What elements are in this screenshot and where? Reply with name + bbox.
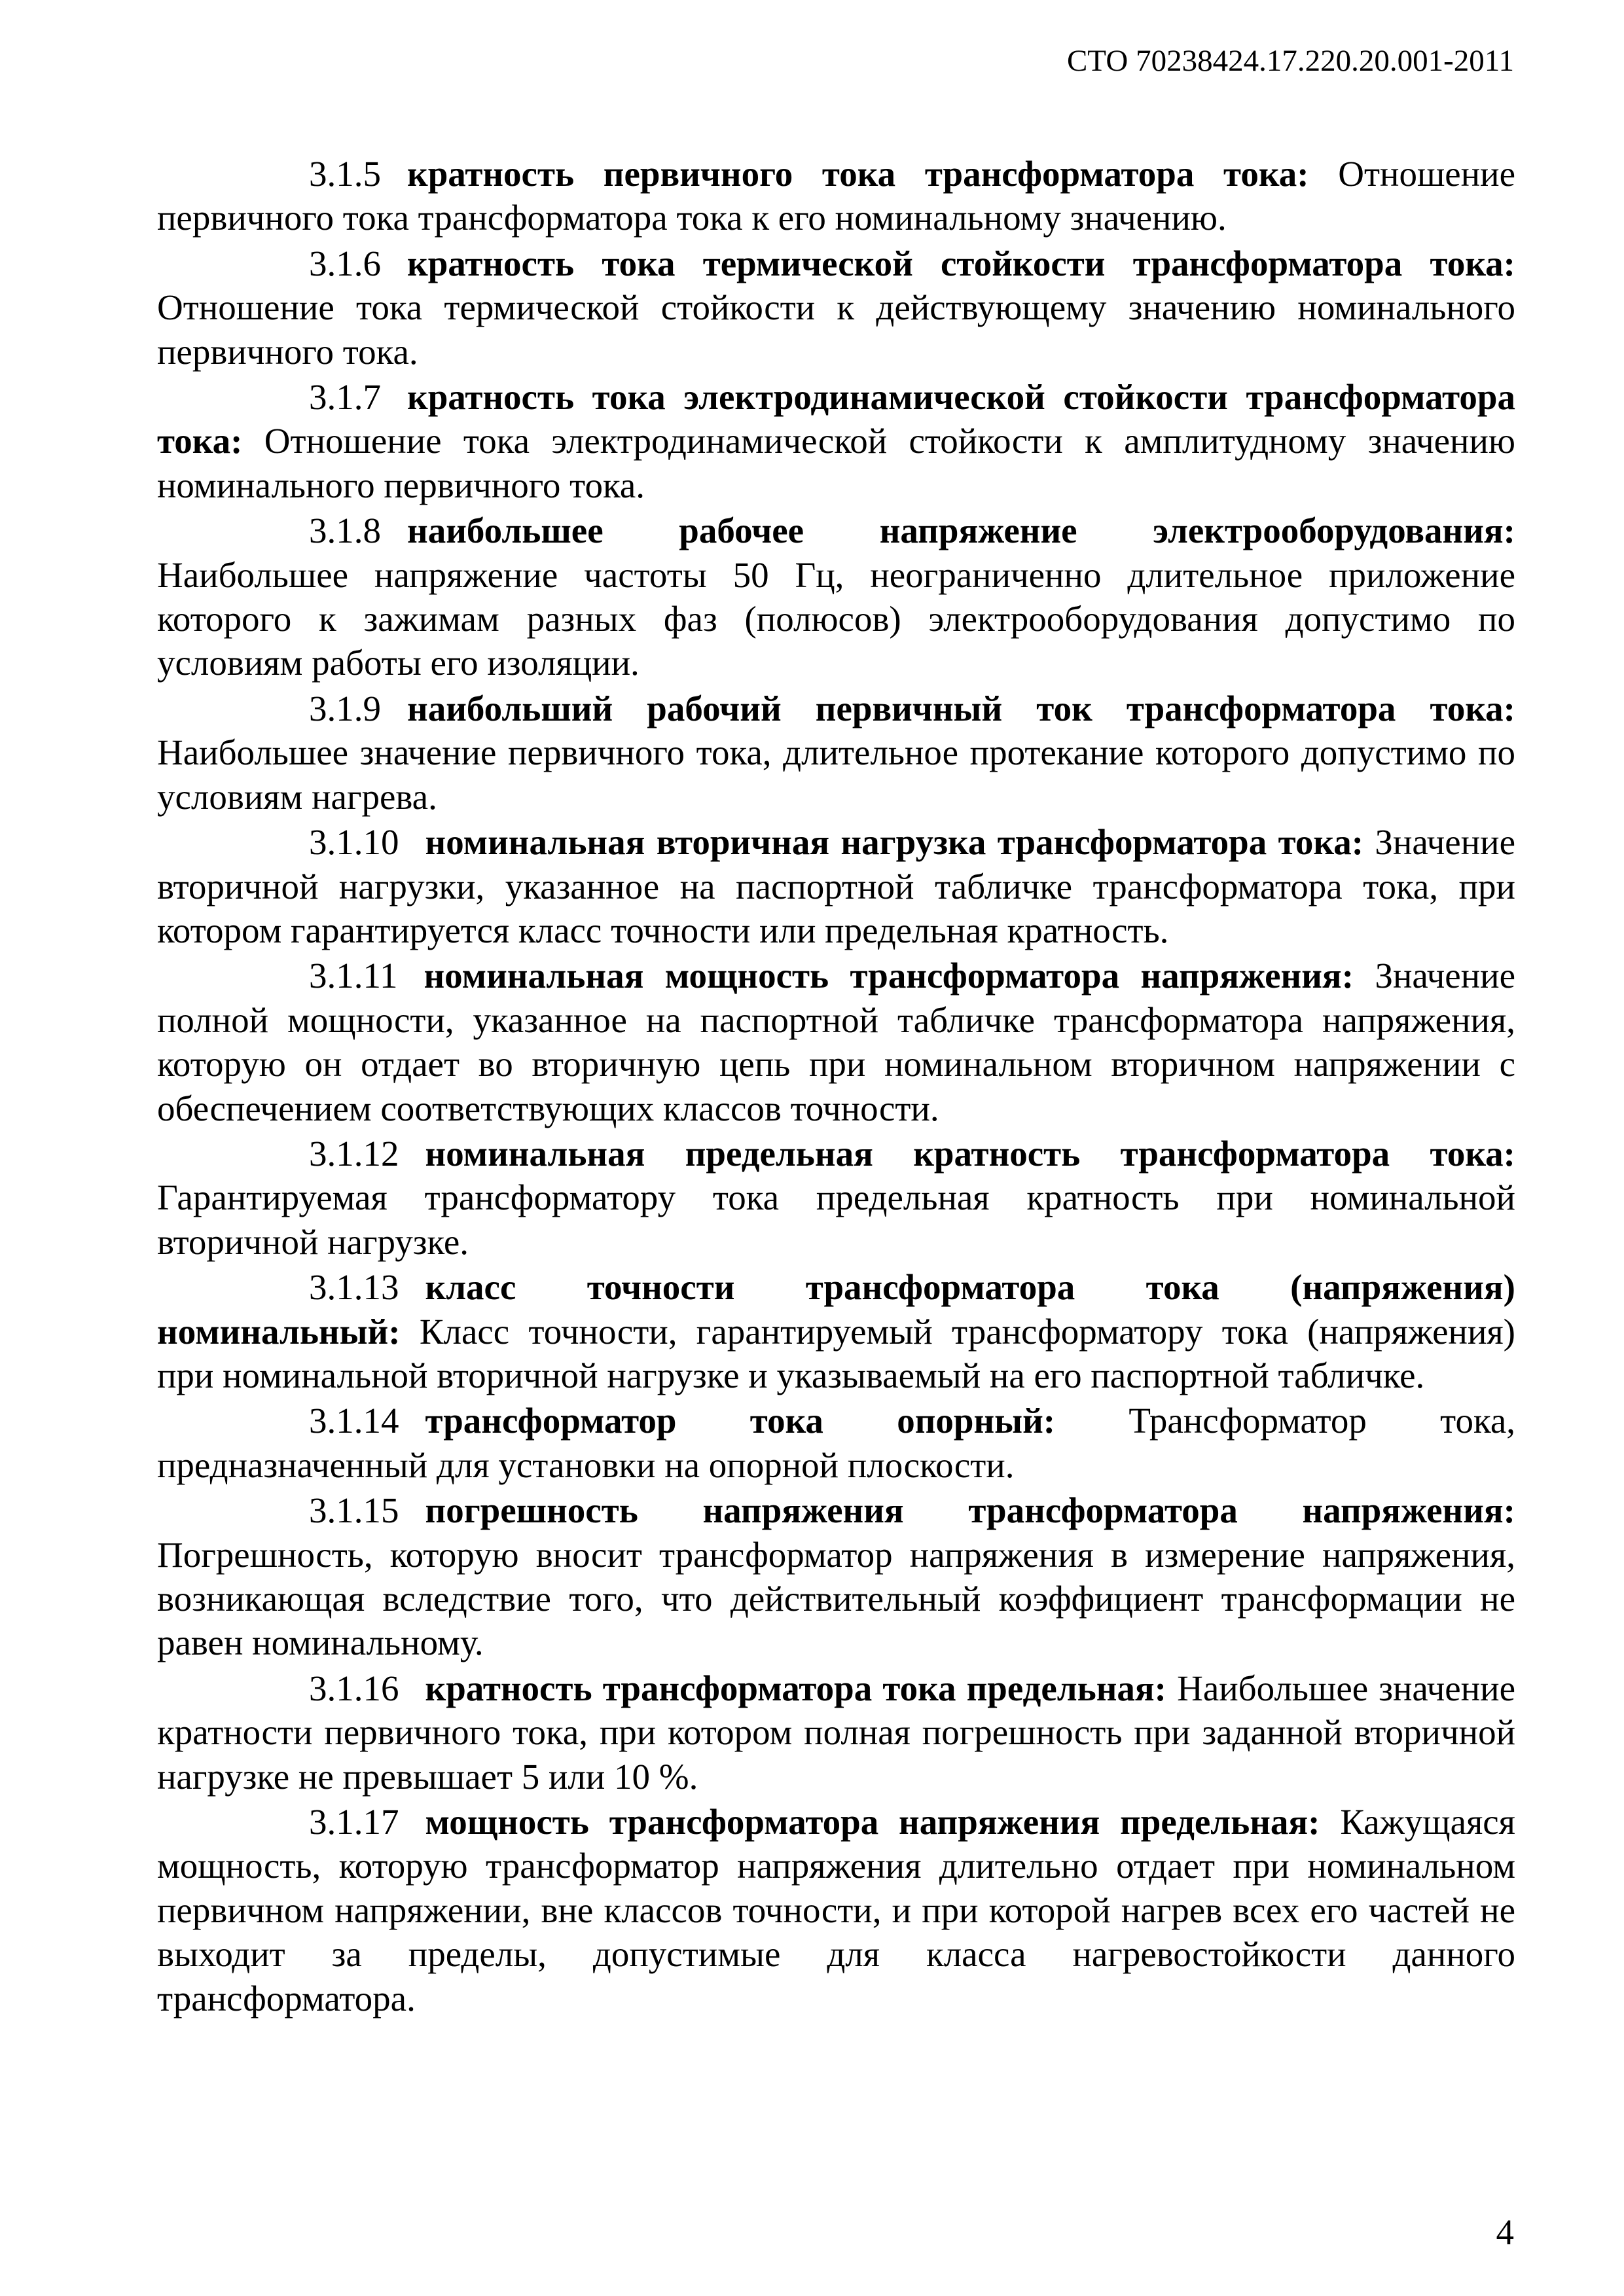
definition-text: Трансформатор тока, предназначенный для установки на опорной плоскости. — [157, 1401, 1515, 1485]
term: номинальная мощность трансформатора напряжения: — [424, 956, 1354, 996]
definition-entry — [157, 375, 1515, 507]
definition-entry — [157, 1488, 1515, 1665]
clause-number: 3.1.7 — [309, 377, 381, 418]
document-code: СТО 70238424.17.220.20.001-2011 — [1066, 44, 1514, 78]
definition-text: Отношение тока термической стойкости к действующему значению номинального первичного тока. — [157, 287, 1515, 372]
term: кратность тока электродинамической стойкости трансформатора тока: — [157, 377, 1515, 461]
definition-text: Наибольшее значение первичного тока, длительное протекание которого допустимо по условиям нагрева. — [157, 732, 1515, 817]
clause-number: 3.1.14 — [309, 1401, 399, 1441]
definition-text: Отношение первичного тока трансформатора тока к его номинальному значению. — [157, 154, 1515, 238]
clause-number: 3.1.10 — [309, 822, 399, 863]
definition-entry — [157, 509, 1515, 685]
term: кратность первичного тока трансформатора тока: — [407, 154, 1309, 194]
term: номинальная вторичная нагрузка трансформатора тока: — [425, 822, 1364, 863]
term: кратность трансформатора тока предельная: — [425, 1668, 1166, 1708]
term: наибольшее рабочее напряжение электрооборудования: — [407, 511, 1515, 551]
definition-text: Наибольшее напряжение частоты 50 Гц, неограниченно длительное приложение которого к зажимам разных фаз (полюсов) электрооборудования допустимо по условиям работы его изоляции. — [157, 554, 1515, 683]
clause-number: 3.1.15 — [309, 1490, 399, 1531]
clause-number: 3.1.13 — [309, 1267, 399, 1308]
clause-number: 3.1.17 — [309, 1802, 399, 1842]
definition-entry — [157, 1132, 1515, 1264]
definition-entry — [157, 242, 1515, 374]
definition-text: Гарантируемая трансформатору тока предельная кратность при номинальной вторичной нагрузке. — [157, 1177, 1515, 1262]
term: номинальная предельная кратность трансформатора тока: — [425, 1133, 1515, 1174]
clause-number: 3.1.9 — [309, 688, 381, 728]
term: наибольший рабочий первичный ток трансформатора тока: — [407, 688, 1515, 728]
definition-entry — [157, 152, 1515, 240]
definition-entry — [157, 820, 1515, 952]
term: погрешность напряжения трансформатора напряжения: — [425, 1490, 1515, 1531]
term: класс точности трансформатора тока (напряжения) номинальный: — [157, 1267, 1515, 1352]
clause-number: 3.1.8 — [309, 511, 381, 551]
clause-number: 3.1.6 — [309, 243, 381, 283]
definition-text: Наибольшее значение кратности первичного тока, при котором полная погрешность при заданной вторичной нагрузке не превышает 5 или 10 %. — [157, 1668, 1515, 1797]
term: кратность тока термической стойкости трансформатора тока: — [407, 243, 1515, 283]
definition-entry — [157, 1666, 1515, 1799]
definition-entry — [157, 687, 1515, 819]
definition-text: Погрешность, которую вносит трансформатор напряжения в измерение напряжения, возникающая вследствие того, что действительный коэффициент трансформации не равен номинальному. — [157, 1534, 1515, 1663]
definitions-list — [157, 152, 1515, 2022]
definition-text: Отношение тока электродинамической стойкости к амплитудному значению номинального первичного тока. — [157, 421, 1515, 505]
definition-text: Класс точности, гарантируемый трансформатору тока (напряжения) при номинальной вторичной нагрузке и указываемый на его паспортной табличке. — [157, 1311, 1515, 1395]
definition-entry — [157, 1399, 1515, 1487]
term: трансформатор тока опорный: — [425, 1401, 1056, 1441]
definition-entry — [157, 1800, 1515, 2020]
definition-entry — [157, 1265, 1515, 1397]
definition-text: Значение полной мощности, указанное на паспортной табличке трансформатора напряжения, которую он отдает во вторичную цепь при номинальном вторичном напряжении с обеспечением соответствующих классов точности. — [157, 956, 1515, 1128]
clause-number: 3.1.11 — [309, 956, 398, 996]
term: мощность трансформатора напряжения предельная: — [425, 1802, 1320, 1842]
clause-number: 3.1.12 — [309, 1133, 399, 1174]
definition-text: Кажущаяся мощность, которую трансформатор напряжения длительно отдает при номинальном первичном напряжении, вне классов точности, и при которой нагрев всех его частей не выходит за пределы, допустимые для класса нагревостойкости данного трансформатора. — [157, 1802, 1515, 2018]
clause-number: 3.1.5 — [309, 154, 381, 194]
page-number: 4 — [1496, 2212, 1514, 2252]
definition-text: Значение вторичной нагрузки, указанное на паспортной табличке трансформатора тока, при котором гарантируется класс точности или предельная кратность. — [157, 822, 1515, 950]
clause-number: 3.1.16 — [309, 1668, 399, 1708]
definition-entry — [157, 954, 1515, 1130]
